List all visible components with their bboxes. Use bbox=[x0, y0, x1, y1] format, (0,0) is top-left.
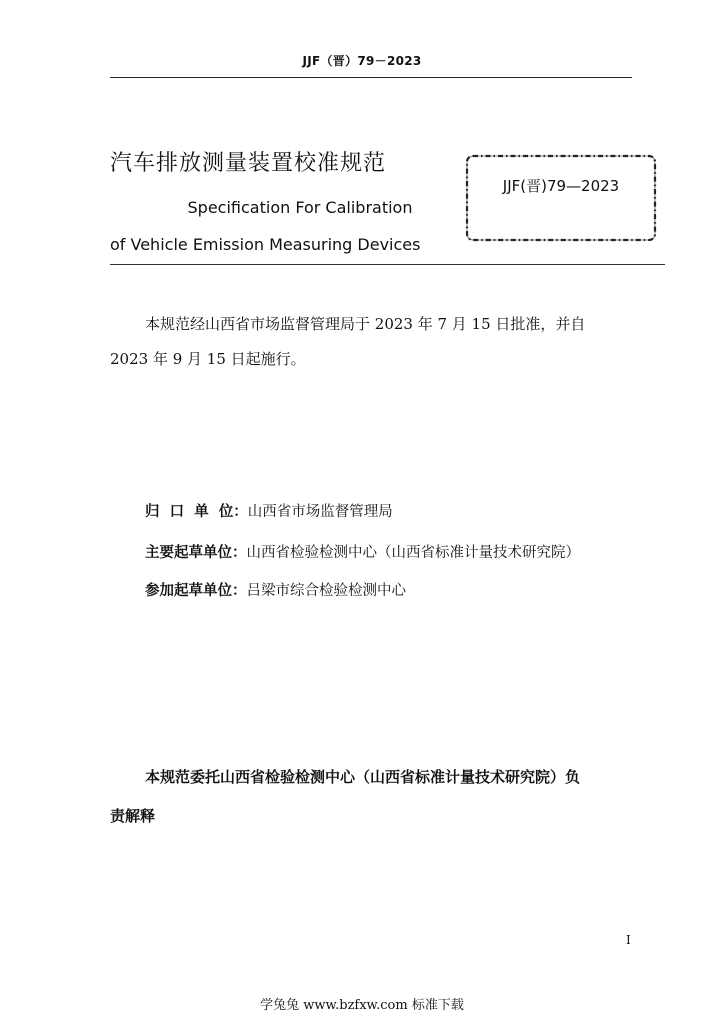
interpretation-line2: 责解释 bbox=[110, 807, 156, 825]
standard-code-box bbox=[462, 152, 660, 244]
page-number: I bbox=[626, 933, 631, 947]
approval-text-line2: 2023 年 9 月 15 日起施行。 bbox=[110, 350, 306, 368]
header-standard-code: JJF（晋）79－2023 bbox=[302, 54, 422, 68]
decorative-chain-border bbox=[462, 152, 660, 244]
org-label: 参加起草单位： bbox=[145, 583, 247, 599]
org-row-main-drafting bbox=[145, 541, 580, 562]
document-title-english-line2: of Vehicle Emission Measuring Devices bbox=[110, 235, 421, 254]
document-title-chinese: 汽车排放测量装置校准规范 bbox=[110, 151, 387, 176]
footer-watermark: 学兔兔 www.bzfxw.com 标准下载 bbox=[260, 998, 464, 1013]
title-divider bbox=[110, 264, 665, 265]
header-divider bbox=[110, 77, 632, 78]
interpretation-line1: 本规范委托山西省检验检测中心（山西省标准计量技术研究院）负 bbox=[145, 768, 581, 786]
org-value: 吕梁市综合检验检测中心 bbox=[246, 583, 406, 599]
org-row-participating bbox=[145, 579, 406, 600]
org-label: 主要起草单位： bbox=[145, 545, 247, 561]
org-value: 山西省市场监督管理局 bbox=[247, 504, 393, 520]
title-english-line1-text: Specification For Calibration bbox=[187, 198, 413, 217]
approval-text-line1: 本规范经山西省市场监督管理局于 2023 年 7 月 15 日批准，并自 bbox=[145, 315, 586, 333]
org-value: 山西省检验检测中心（山西省标准计量技术研究院） bbox=[246, 545, 580, 561]
org-label: 归 口 单 位： bbox=[145, 504, 248, 520]
org-row-centralized bbox=[145, 500, 393, 521]
standard-code-box-text: JJF(晋)79—2023 bbox=[502, 177, 620, 195]
